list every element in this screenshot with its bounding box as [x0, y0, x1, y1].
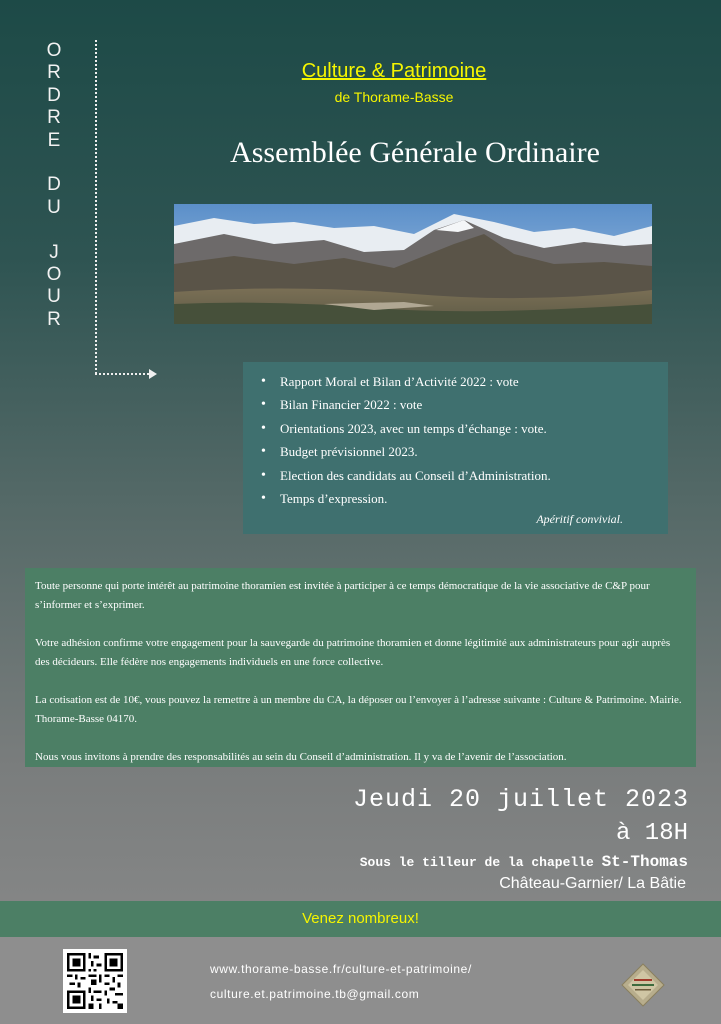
mountain-photo	[174, 204, 652, 324]
agenda-box	[243, 362, 668, 534]
dotted-line-vertical	[95, 40, 97, 374]
vertical-letter: E	[47, 129, 61, 151]
vertical-heading	[40, 40, 68, 331]
event-location: Château-Garnier/ La Bâtie	[499, 875, 686, 892]
agenda-list	[255, 370, 656, 510]
qr-code-icon[interactable]	[63, 949, 127, 1013]
vertical-letter: R	[47, 107, 61, 129]
list-item: • Bilan Financier 2022 : vote	[255, 393, 656, 416]
info-paragraph: Nous vous invitons à prendre des responsabilités au sein du Conseil d’administration. Il y va de l’avenir de l’association.	[35, 751, 567, 763]
page-title: Assemblée Générale Ordinaire	[230, 136, 600, 169]
list-item: • Budget prévisionnel 2023.	[255, 440, 656, 463]
aperitif-note: Apéritif convivial.	[536, 512, 623, 526]
organization-subtitle: de Thorame-Basse	[334, 89, 454, 105]
website-link[interactable]: www.thorame-basse.fr/culture-et-patrimoine/	[210, 962, 472, 976]
vertical-letter: J	[49, 241, 59, 263]
info-paragraph: Toute personne qui porte intérêt au patrimoine thoramien est invitée à participer à ce temps démocratique de la vie associative de C&P pour s’informer et s’exprimer.	[35, 580, 650, 611]
vertical-letter: U	[47, 196, 61, 218]
footer	[0, 937, 721, 1024]
vertical-letter: O	[46, 40, 62, 61]
dotted-line-horizontal	[95, 373, 149, 375]
call-to-action-banner: Venez nombreux!	[0, 901, 721, 937]
event-time: à 18H	[615, 820, 688, 847]
info-paragraph: La cotisation est de 10€, vous pouvez la remettre à un membre du CA, la déposer ou l’envoyer à l’adresse suivante : Culture & Patrimoine. Mairie. Thorame-Basse 04170.	[35, 694, 682, 725]
email-link[interactable]: culture.et.patrimoine.tb@gmail.com	[210, 987, 420, 1001]
info-paragraph: Votre adhésion confirme votre engagement pour la sauvegarde du patrimoine thoramien et donne légitimité aux administrateurs pour agir auprès des décideurs. Elle fédère nos engagements individuels en une force collective.	[35, 637, 671, 668]
vertical-letter: R	[47, 308, 61, 330]
vertical-letter: D	[47, 174, 61, 196]
organization-name: Culture & Patrimoine	[301, 60, 487, 82]
info-box	[25, 568, 696, 767]
vertical-letter: D	[47, 84, 61, 106]
vertical-letter: O	[46, 263, 62, 285]
list-item: • Election des candidats au Conseil d’Administration.	[255, 464, 656, 487]
association-logo-icon	[620, 962, 666, 1008]
list-item: • Orientations 2023, avec un temps d’échange : vote.	[255, 417, 656, 440]
vertical-letter: U	[47, 286, 61, 308]
list-item: • Temps d’expression.	[255, 487, 656, 510]
list-item: • Rapport Moral et Bilan d’Activité 2022 : vote	[255, 370, 656, 393]
event-date: Jeudi 20 juillet 2023	[352, 785, 689, 814]
arrow-right-icon	[149, 369, 157, 379]
event-place	[360, 853, 688, 871]
event-place-saint: St-Thomas	[601, 853, 688, 871]
vertical-letter: R	[47, 62, 61, 84]
event-place-prefix: Sous le tilleur de la chapelle	[359, 855, 602, 870]
